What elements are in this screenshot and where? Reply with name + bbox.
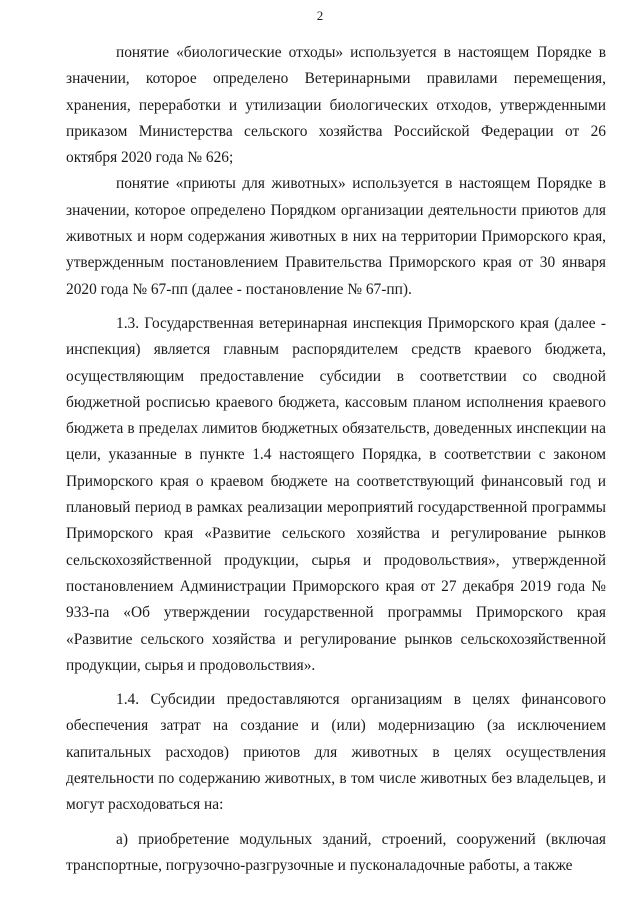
paragraph-definition-bio-waste: понятие «биологические отходы» используется в настоящем Порядке в значении, которое определено Ветеринарными правилами перемещения, хранения, переработки и утилизации биологических отходов, утвержденными приказом Министерства сельского хозяйства Российской Федерации от 26 октября 2020 года № 626; [66, 44, 606, 167]
document-body [66, 40, 606, 879]
paragraph-1-4: 1.4. Субсидии предоставляются организациям в целях финансового обеспечения затрат на создание и (или) модернизацию (за исключением капитальных расходов) приютов для животных в целях осуществления деятельности по содержанию животных, в том числе животных без владельцев, и могут расходоваться на: [66, 691, 606, 814]
paragraph-item-a: а) приобретение модульных зданий, строений, сооружений (включая транспортные, погрузочно-разгрузочные и пусконаладочные работы, а также [66, 830, 606, 874]
paragraph-1-3: 1.3. Государственная ветеринарная инспекция Приморского края (далее - инспекция) является главным распорядителем средств краевого бюджета, осуществляющим предоставление субсидии в соответствии со сводной бюджетной росписью краевого бюджета, кассовым планом исполнения краевого бюджета в пределах лимитов бюджетных обязательств, доведенных инспекции на цели, указанные в пункте 1.4 настоящего Порядка, в соответствии с законом Приморского края о краевом бюджете на соответствующий финансовый год и плановый период в рамках реализации мероприятий государственной программы Приморского края «Развитие сельского хозяйства и регулирование рынков сельскохозяйственной продукции, сырья и продовольствия», утвержденной постановлением Администрации Приморского края от 27 декабря 2019 года № 933-па «Об утверждении государственной программы Приморского края «Развитие сельского хозяйства и регулирование рынков сельскохозяйственной продукции, сырья и продовольствия». [66, 314, 606, 674]
page-number: 2 [316, 8, 324, 23]
paragraph-definition-shelters: понятие «приюты для животных» используется в настоящем Порядке в значении, которое определено Порядком организации деятельности приютов для животных и норм содержания животных в них на территории Приморского края, утвержденным постановлением Правительства Приморского края от 30 января 2020 года № 67-пп (далее - постановление № 67-пп). [66, 175, 606, 298]
